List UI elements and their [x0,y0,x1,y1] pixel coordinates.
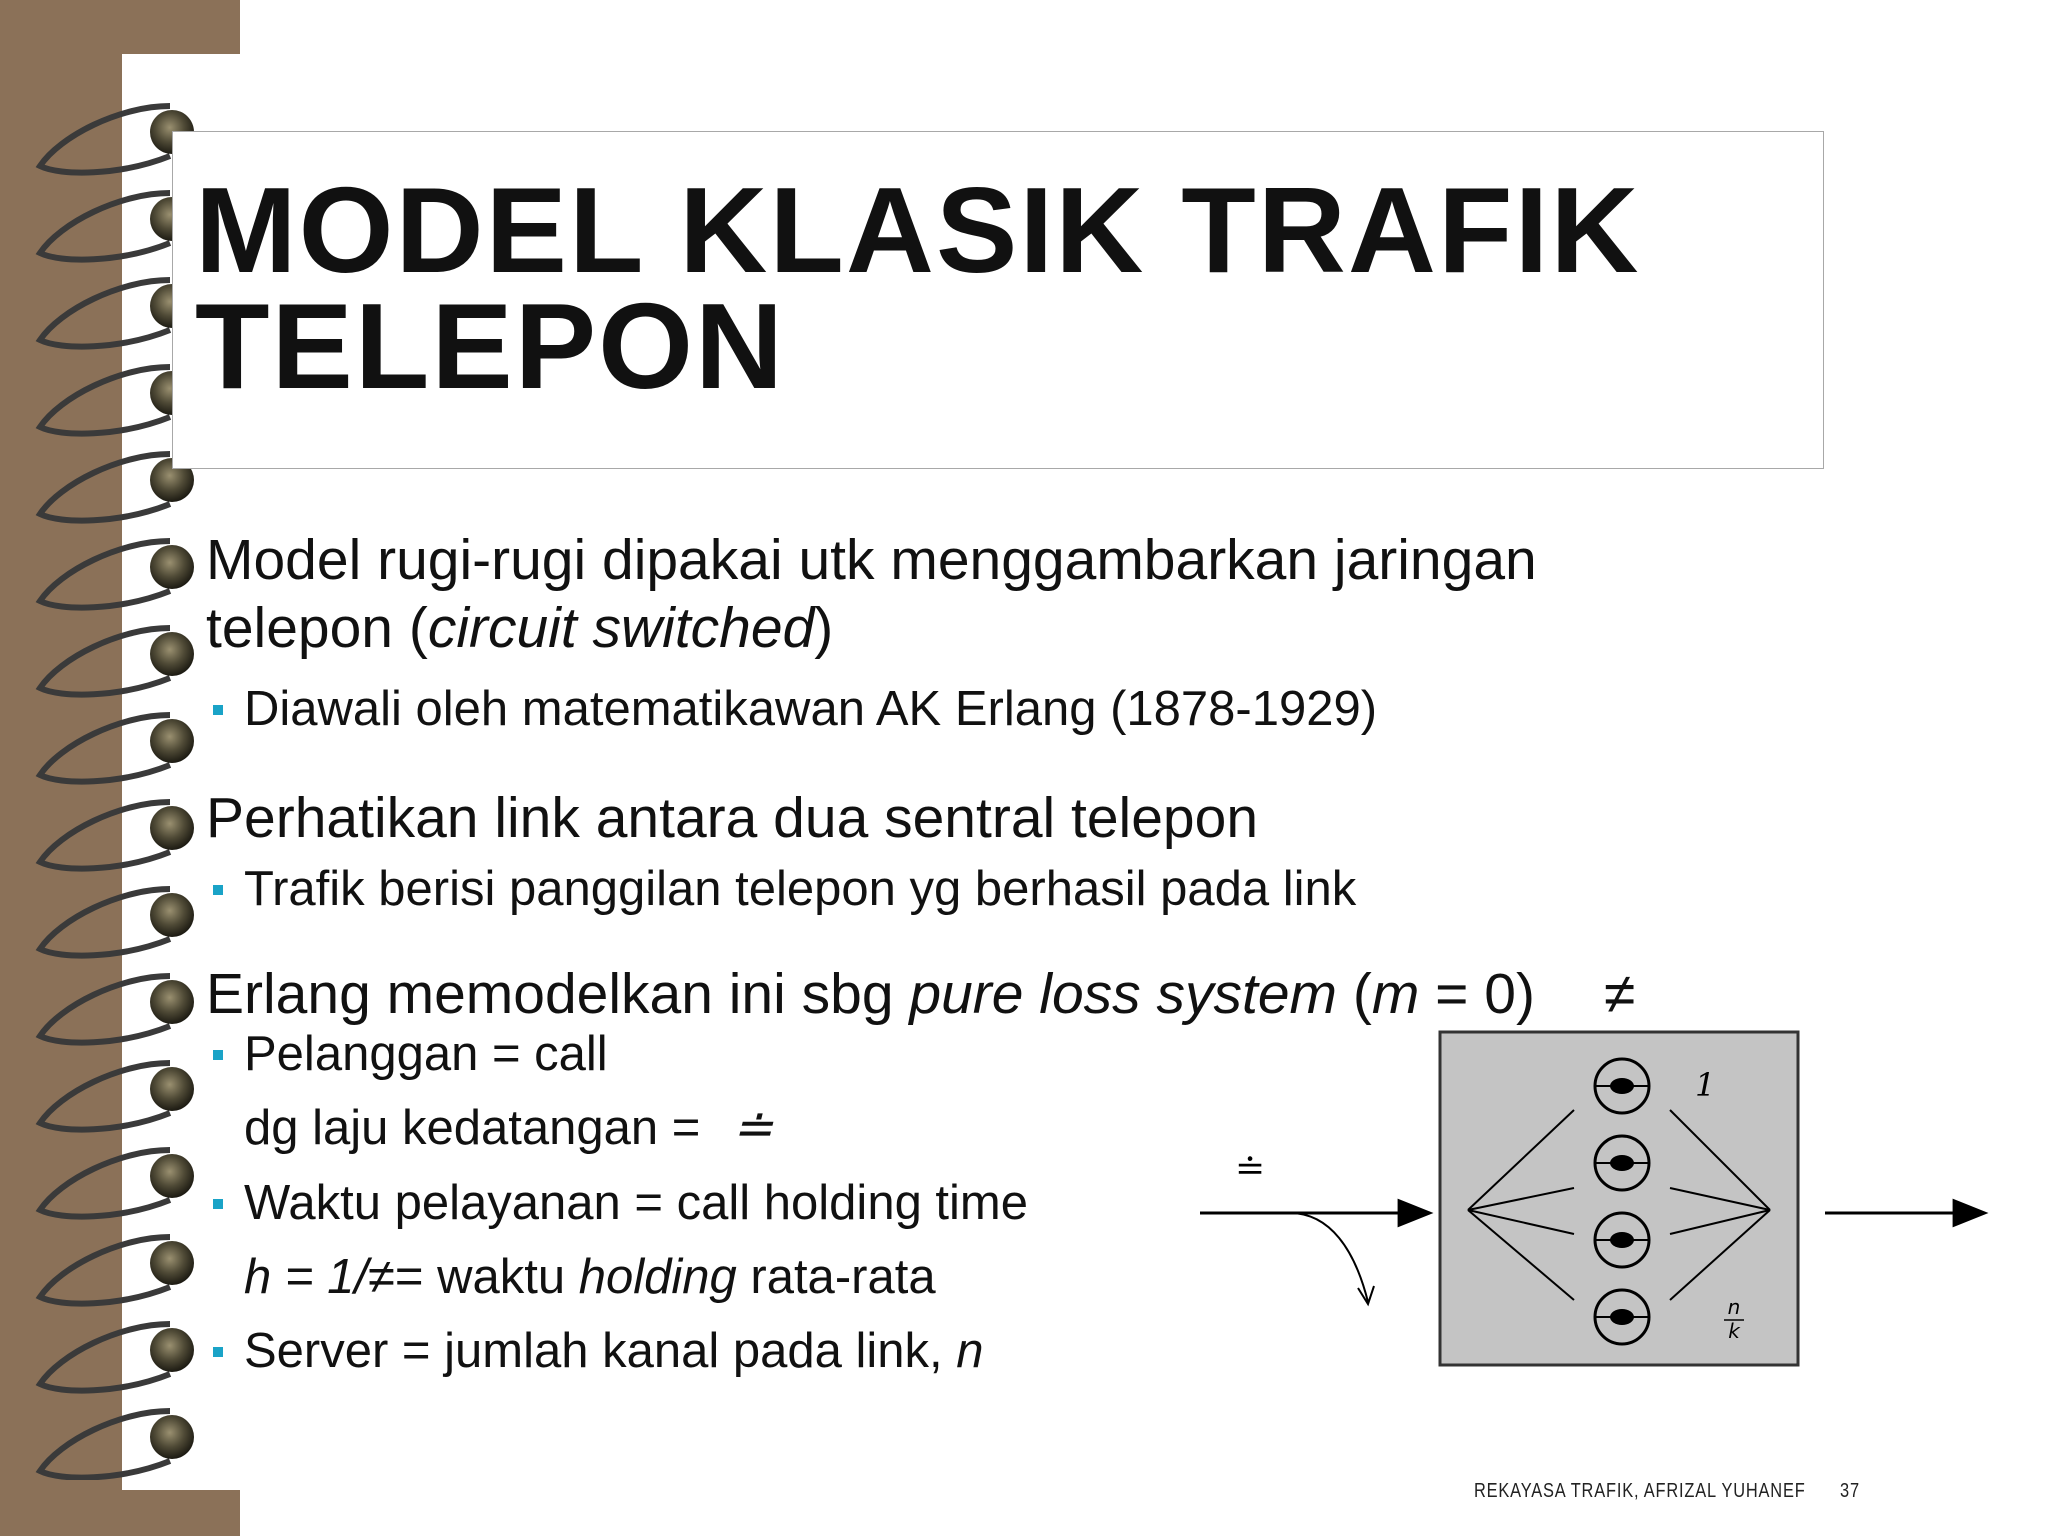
bullet-text: ) [814,596,834,660]
spiral-ring [40,1063,194,1130]
spiral-ring [40,367,194,434]
spiral-ring [40,1237,194,1304]
spiral-ring [40,1150,194,1217]
spiral-ring [40,1324,194,1391]
mu-glyph: ≠ [367,1250,395,1304]
sub-bullet-server [244,1322,984,1380]
title-line-2: TELEPON [195,278,786,414]
spiral-ring [40,889,194,956]
spiral-ring [40,976,194,1043]
brown-background-bottom [122,1490,240,1536]
bullet-text-italic: holding [578,1250,737,1304]
sub-bullet-laju [244,1099,773,1157]
square-bullet-icon [213,1347,223,1357]
bullet-text: Server = jumlah kanal pada link, [244,1324,957,1378]
server-label-1: 1 [1695,1066,1716,1104]
bullet-text: ( [1337,962,1372,1026]
bullet-text: = waktu [394,1250,579,1304]
loss-system-diagram [1190,1030,2010,1400]
spiral-ring [40,193,194,260]
bullet-text: dg laju kedatangan = [244,1101,714,1155]
bullet-text-italic: m [1371,962,1420,1026]
bullet-text: = 0) [1419,962,1535,1026]
square-bullet-icon [213,1199,223,1209]
spiral-ring [40,106,194,173]
bullet-text: Erlang memodelkan ini sbg [206,962,910,1026]
arrival-rate-label: ≐ [1234,1148,1266,1189]
sub-bullet-holding [244,1248,936,1306]
square-bullet-icon [213,705,223,715]
bullet-text-italic: n [956,1324,984,1378]
bullet-text: rata-rata [736,1250,936,1304]
spiral-ring [40,280,194,347]
bullet-link-sentral: Perhatikan link antara dua sentral telepon [206,786,1259,850]
slide-title [195,162,1641,414]
spiral-ring [40,715,194,782]
bullet-pure-loss [206,960,1535,1028]
bullet-text: Model rugi-rugi dipakai utk menggambarkan jaringan [206,528,1537,592]
server-circle [1595,1213,1649,1267]
spiral-ring [40,541,194,608]
title-line-1: MODEL KLASIK TRAFIK [195,162,1641,298]
spiral-ring [40,628,194,695]
bullet-text-italic: circuit switched [427,596,815,660]
bullet-text-italic: h = 1/ [244,1250,368,1304]
server-label-n: n [1727,1295,1741,1319]
spiral-ring [40,454,194,521]
footer-text: REKAYASA TRAFIK, AFRIZAL YUHANEF [1474,1480,1806,1502]
page-number: 37 [1840,1480,1860,1502]
server-circle [1595,1290,1649,1344]
sub-bullet-pelanggan: Pelanggan = call [244,1027,608,1081]
sub-bullet-waktu: Waktu pelayanan = call holding time [244,1176,1028,1230]
spiral-ring [40,802,194,869]
bullet-text-italic: pure loss system [909,962,1338,1026]
bullet-text: telepon ( [206,596,428,660]
square-bullet-icon [213,885,223,895]
sub-bullet-trafik: Trafik berisi panggilan telepon yg berhasil pada link [244,862,1357,916]
server-circle [1595,1059,1649,1113]
not-equal-glyph: ≠ [1604,962,1636,1026]
blocked-arrow [1290,1213,1368,1302]
spiral-ring [40,1411,194,1478]
server-circle [1595,1136,1649,1190]
server-label-k: k [1728,1319,1740,1343]
square-bullet-icon [213,1050,223,1060]
sub-bullet-erlang: Diawali oleh matematikawan AK Erlang (1878-1929) [244,682,1378,736]
lambda-glyph: ≐ [731,1101,774,1155]
bullet-circuit-switched [206,526,1537,662]
